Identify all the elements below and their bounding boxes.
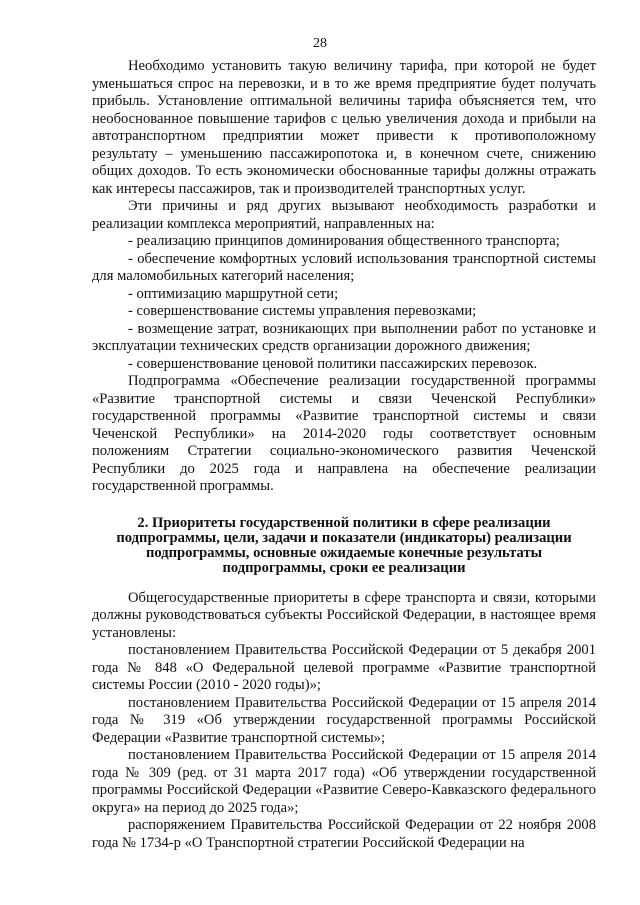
list-item: - реализацию принципов доминирования общественного транспорта; — [128, 233, 560, 249]
list-item: - оптимизацию маршрутной сети; — [128, 285, 339, 302]
list-item: - возмещение затрат, возникающих при выполнении работ по установке и эксплуатации технических средств организации дорожного движения; — [92, 320, 596, 354]
paragraph-decree-848: постановлением Правительства Российской Федерации от 5 декабря 2001 года № 848 «О Федеральной целевой программе «Развитие транспортной системы России (2010 - 2020 годы)»; — [92, 642, 596, 693]
list-item: - совершенствование ценовой политики пассажирских перевозок. — [128, 355, 538, 372]
paragraph-tariff: Необходимо установить такую величину тарифа, при которой не будет уменьшаться спрос на перевозки, и в то же время предприятие будет получать прибыль. Установление оптимальной величины тарифа объясняется тем, что необоснованное повышение тарифов с целью увеличения дохода и прибыли на автотранспортном предприятии может привести к противоположному результату – уменьшению пассажиропотока и, в конечном счете, снижению общих доходов. То есть экономически обоснованные тарифы должны отражать как интересы пассажиров, так и производителей транспортных услуг. — [92, 58, 596, 197]
section-heading: 2. Приоритеты государственной политики в сфере реализации подпрограммы, цели, задачи и показатели (индикаторы) реализации подпрограммы, основные ожидаемые конечные результаты подпрограммы, сроки ее реализации — [116, 514, 572, 576]
paragraph-decree-319: постановлением Правительства Российской Федерации от 15 апреля 2014 года № 319 «Об утверждении государственной программы Российской Федерации «Развитие транспортной системы»; — [92, 694, 596, 746]
document-body — [92, 58, 596, 852]
page-number: 28 — [313, 36, 327, 51]
paragraph-decree-309: постановлением Правительства Российской Федерации от 15 апреля 2014 года № 309 (ред. от 31 марта 2017 года) «Об утверждении государственной программы Российской Федерации «Развитие Северо-Кавказского федерального округа» на период до 2025 года»; — [92, 747, 596, 816]
paragraph-priorities: Общегосударственные приоритеты в сфере транспорта и связи, которыми должны руководствоваться субъекты Российской Федерации, в настоящее время установлены: — [92, 589, 596, 641]
paragraph-reasons: Эти причины и ряд других вызывают необходимость разработки и реализации комплекса мероприятий, направленных на: — [92, 198, 596, 232]
paragraph-order-1734: распоряжением Правительства Российской Федерации от 22 ноября 2008 года № 1734-р «О Транспортной стратегии Российской Федерации на — [92, 817, 596, 851]
paragraph-subprogram: Подпрограмма «Обеспечение реализации государственной программы «Развитие транспортной системы и связи Чеченской Республики» государственной программы «Развитие транспортной системы и связи Чеченской Республики» на 2014-2020 годы соответствует основным положениям Стратегии социально-экономического развития Чеченской Республики до 2025 года и направлена на обеспечение реализации государственной программы. — [92, 373, 596, 494]
list-item: - совершенствование системы управления перевозками; — [128, 303, 477, 319]
list-item: - обеспечение комфортных условий использования транспортной системы для маломобильных категорий населения; — [92, 250, 596, 284]
